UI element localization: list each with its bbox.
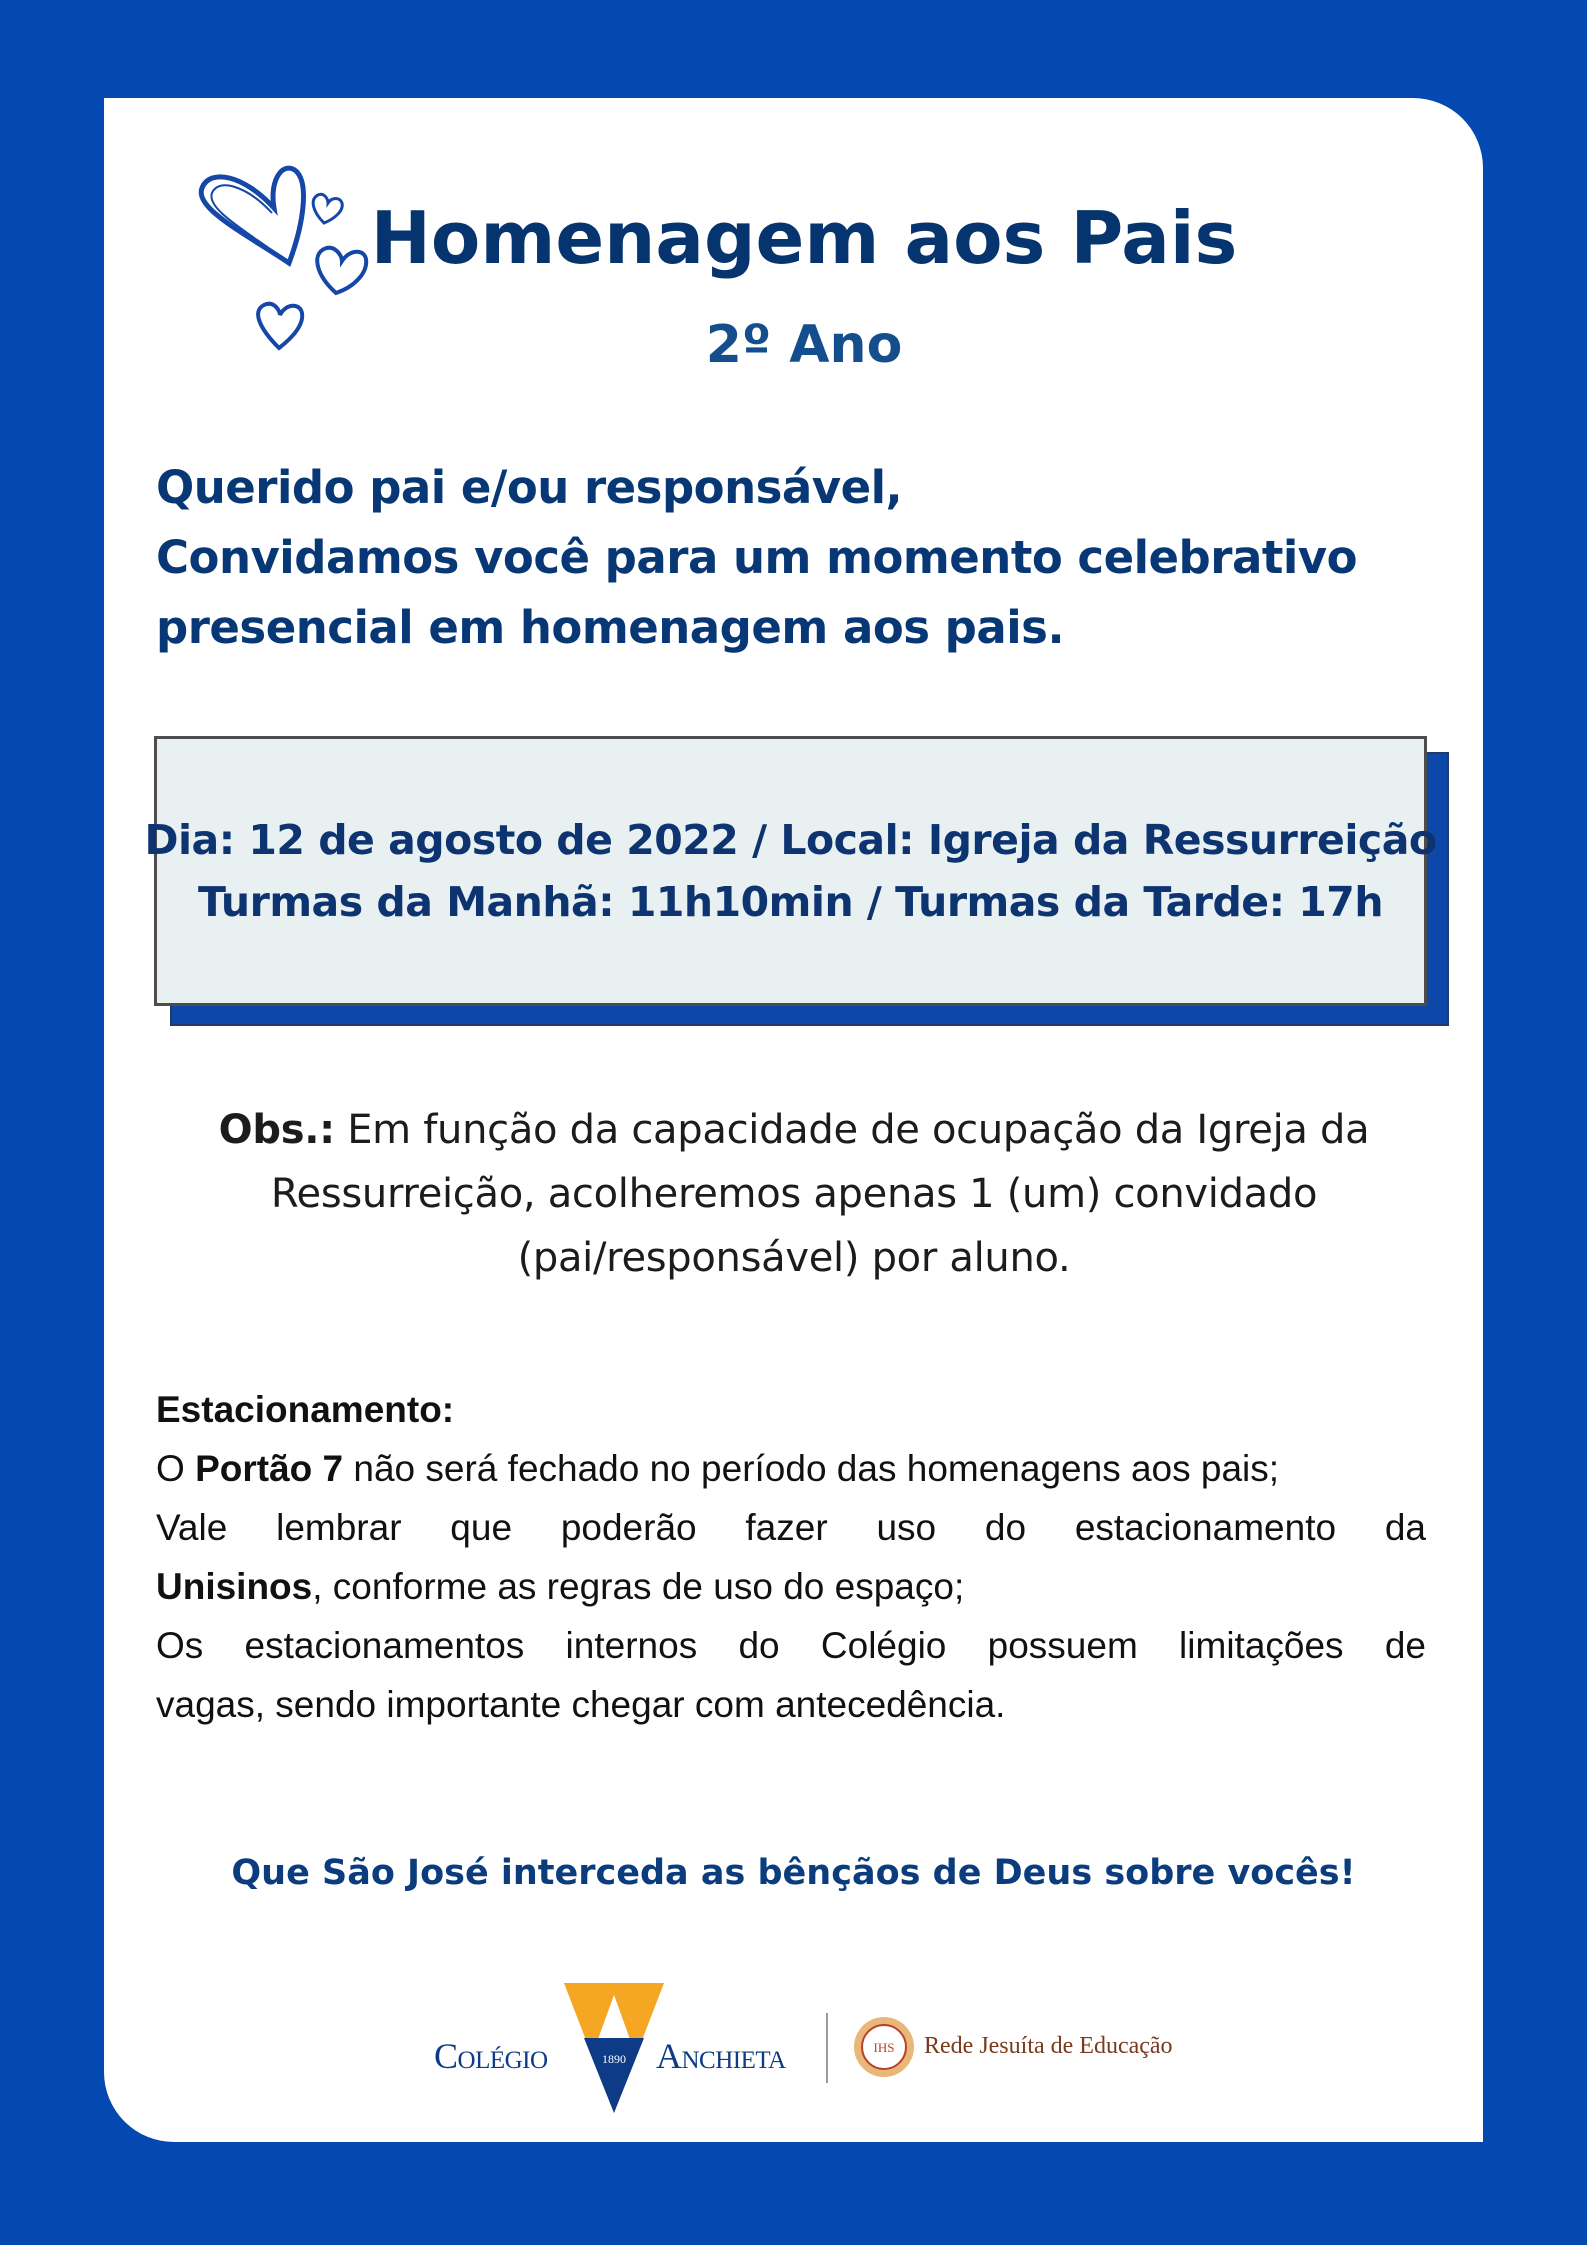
obs-line: Em função da capacidade de ocupação da Igreja da — [334, 1107, 1370, 1153]
colegio-anchieta-logo-icon — [564, 1983, 664, 2113]
parking-text: não será fechado no período das homenagens aos pais; — [343, 1448, 1280, 1489]
footer-logos — [434, 1983, 1254, 2118]
colegio-year: 1890 — [602, 2052, 626, 2066]
parking-text: vagas, sendo importante chegar com antecedência. — [156, 1684, 1006, 1725]
anchieta-logo-text: Anchieta — [656, 2036, 786, 2076]
obs-label: Obs.: — [218, 1107, 335, 1153]
rede-jesuita-text: Rede Jesuíta de Educação — [924, 2033, 1173, 2059]
event-times: Turmas da Manhã: 11h10min / Turmas da Tarde: 17h — [197, 878, 1384, 926]
info-box — [144, 736, 1437, 1006]
parking-text: , conforme as regras de uso do espaço; — [312, 1566, 965, 1607]
greeting-line: Querido pai e/ou responsável, — [156, 461, 903, 514]
parking-unisinos: Unisinos — [156, 1566, 313, 1607]
jesuit-seal-icon — [852, 2015, 916, 2079]
page-subtitle: 2º Ano — [705, 315, 903, 375]
parking-heading: Estacionamento: — [156, 1389, 455, 1430]
obs-line: (pai/responsável) por aluno. — [517, 1235, 1071, 1281]
invitation-card — [104, 98, 1483, 2142]
parking-text: Os estacionamentos internos do Colégio possuem limitações de — [156, 1625, 1426, 1666]
parking-text: O — [156, 1448, 196, 1489]
colegio-logo-text: Colégio — [434, 2036, 548, 2076]
parking-text: Vale lembrar que poderão fazer uso do estacionamento da — [156, 1507, 1426, 1548]
blessing-text: Que São José interceda as bênçãos de Deus sobre vocês! — [231, 1853, 1356, 1893]
parking-section — [156, 1380, 1426, 1734]
event-date-location: Dia: 12 de agosto de 2022 / Local: Igreja da Ressurreição — [144, 816, 1437, 864]
logo-divider — [826, 2013, 828, 2083]
obs-line: Ressurreição, acolheremos apenas 1 (um) convidado — [270, 1171, 1318, 1217]
greeting-line: Convidamos você para um momento celebrativo — [156, 531, 1358, 584]
parking-gate: Portão 7 — [195, 1448, 344, 1489]
seal-text: IHS — [873, 2040, 895, 2055]
greeting-line: presencial em homenagem aos pais. — [156, 601, 1065, 654]
greeting-text — [156, 453, 1456, 663]
observation-text — [164, 1098, 1424, 1290]
page-title: Homenagem aos Pais — [370, 196, 1238, 280]
